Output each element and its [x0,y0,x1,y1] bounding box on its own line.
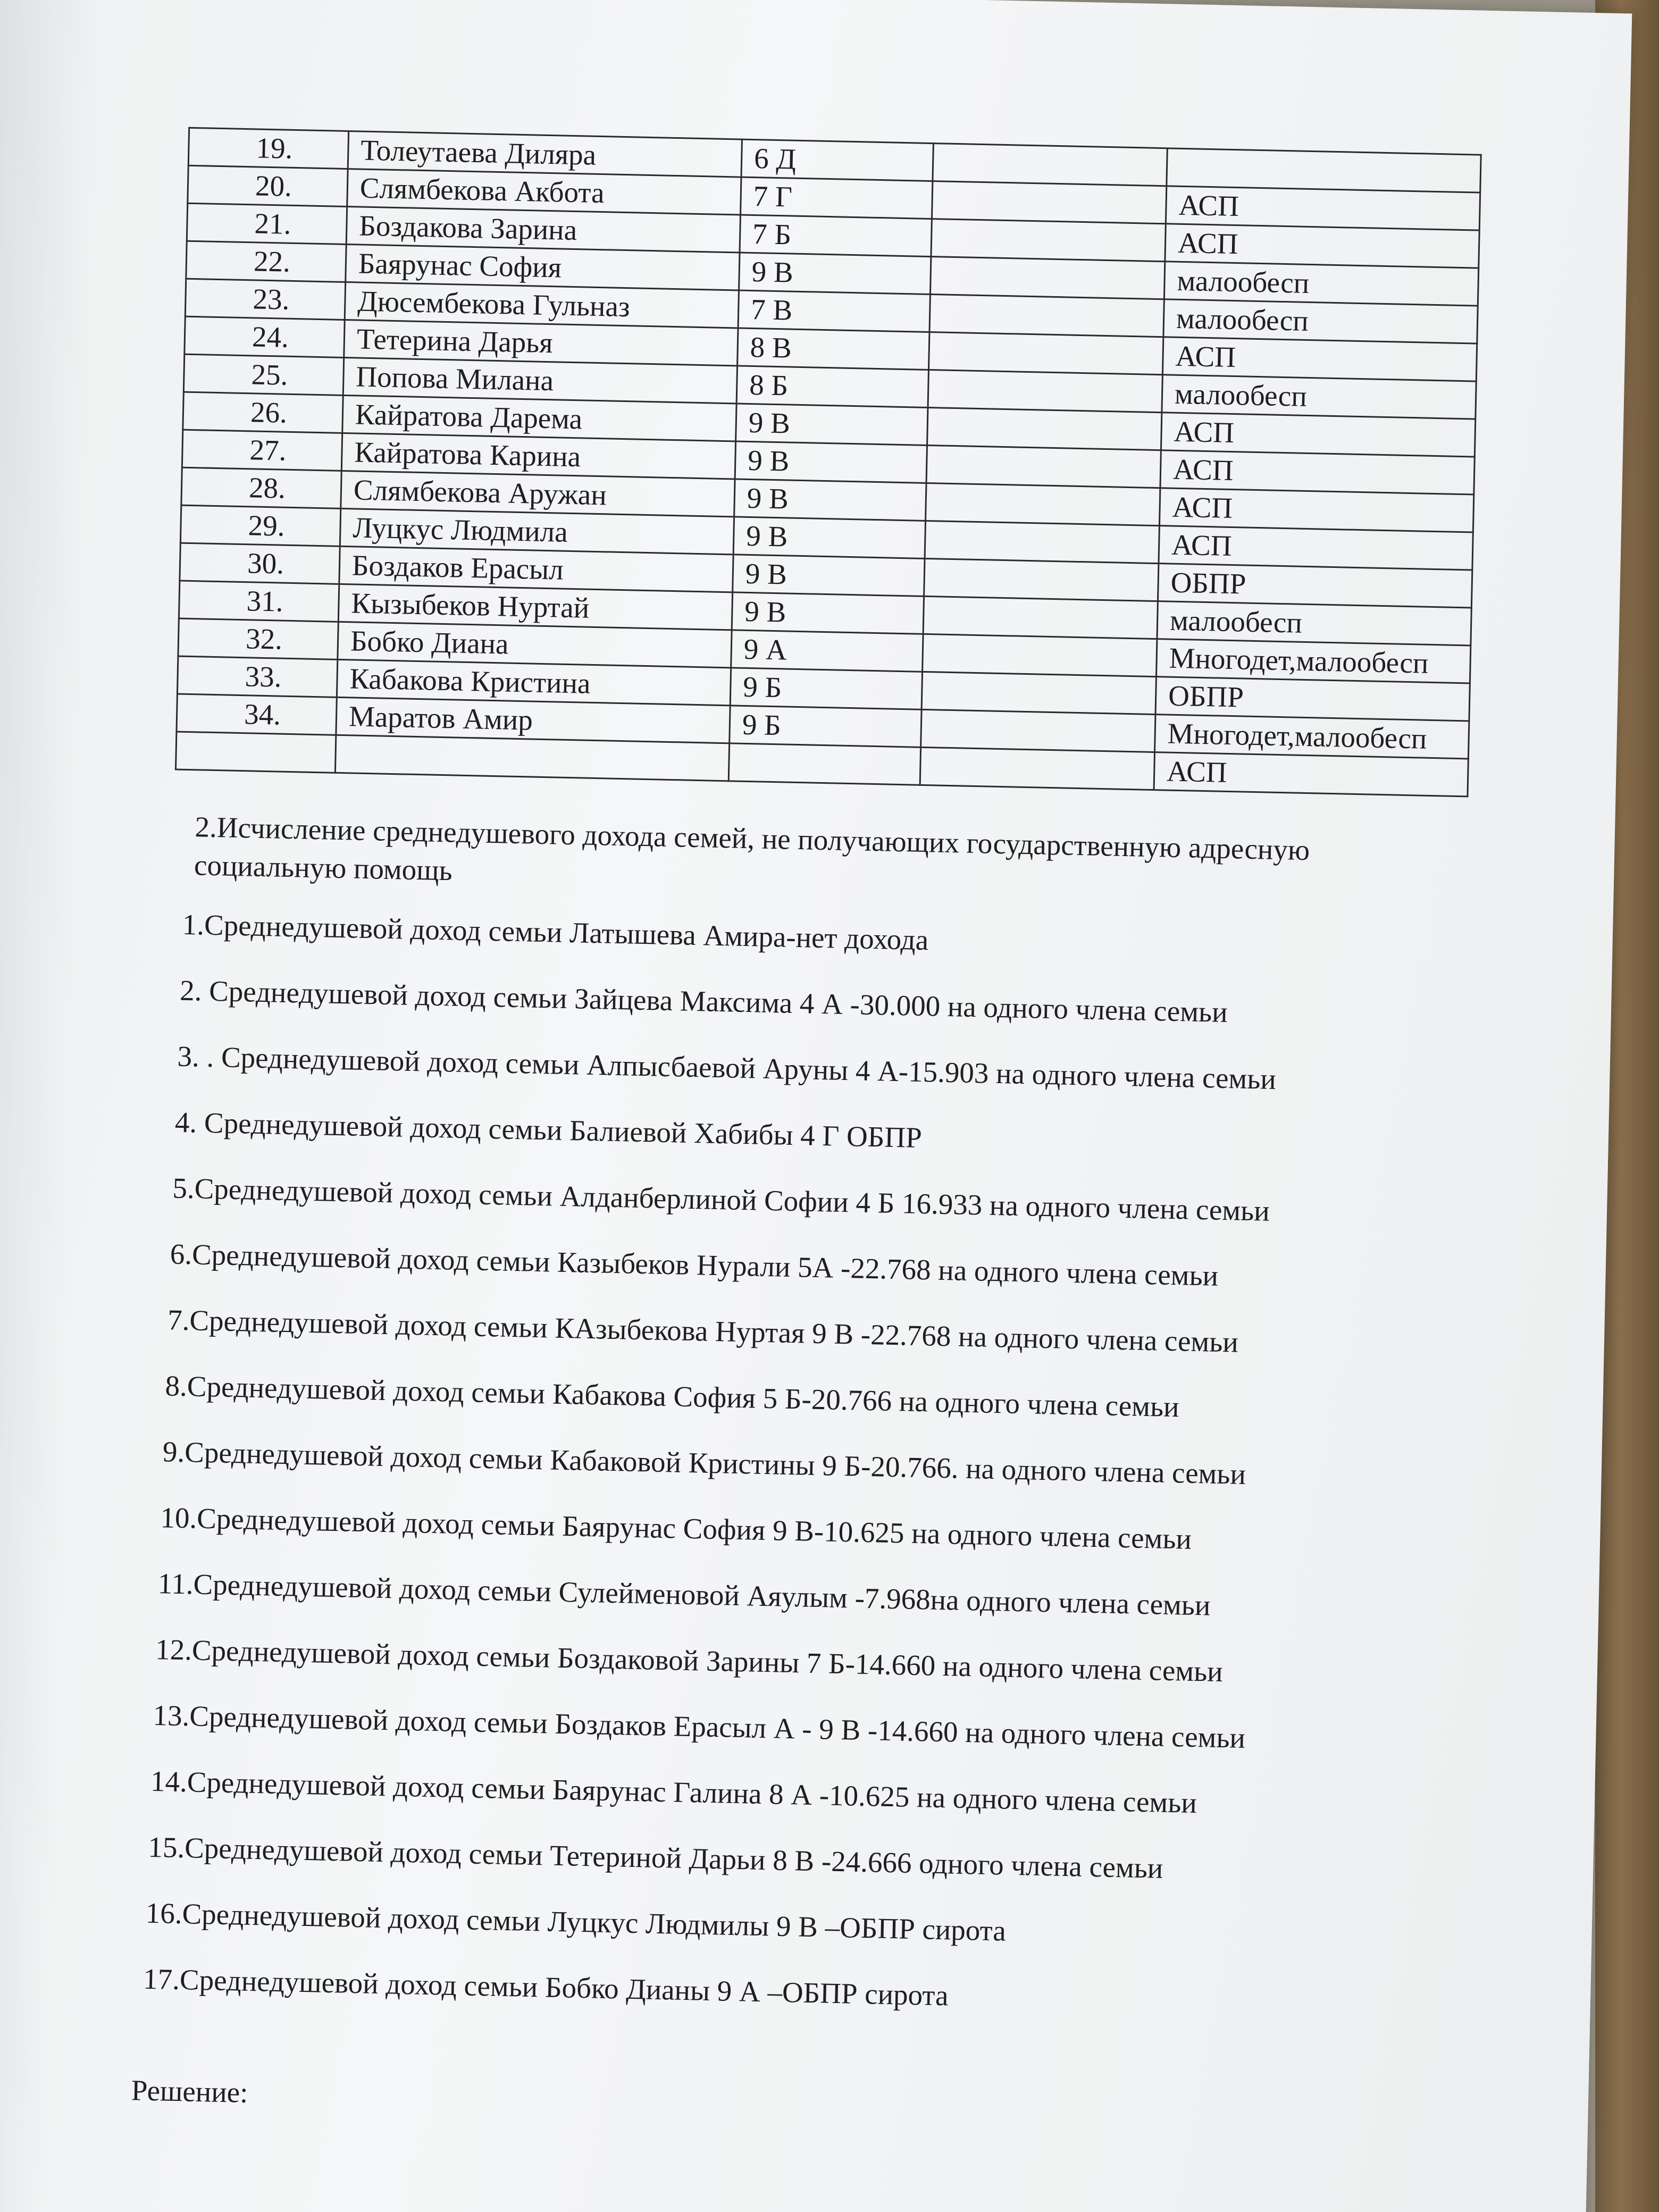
section-title: 2.Исчисление среднедушевого дохода семей, не получающих государственную адресную социальную помощь [194,810,1310,887]
student-status: малообесп [1163,299,1478,343]
student-class: 7 Г [741,177,933,219]
row-number: 32. [178,618,338,659]
student-name: Дюсембекова Гульназ [345,282,739,328]
extra-cell [925,521,1159,563]
extra-cell [932,181,1166,224]
row-number: 33. [177,656,337,697]
list-item: 1.Среднедушевой доход семьи Латышева Амира-нет дохода [182,908,929,957]
list-item: 8.Среднедушевой доход семьи Кабакова София 5 Б-20.766 на одного члена семьи [165,1369,1180,1423]
extra-cell [931,219,1166,262]
student-name [335,735,729,781]
student-status: ОБПР [1158,564,1472,608]
extra-cell [928,370,1162,412]
student-status: малообесп [1157,601,1471,646]
extra-cell [929,295,1164,337]
extra-cell [928,332,1163,375]
student-name: Баярунас София [346,245,740,290]
decision-label: Решение: [131,2074,249,2109]
student-class: 9 Б [730,706,921,748]
row-number: 20. [188,165,348,206]
student-name: Луцкус Людмила [340,508,734,554]
row-number: 25. [183,354,343,395]
student-name: Кайратова Карина [341,433,735,479]
row-number: 31. [179,581,339,622]
list-item: 17.Среднедушевой доход семьи Бобко Дианы 9 А –ОБПР сирота [143,1962,949,2012]
row-number: 28. [181,467,341,508]
row-number [175,732,336,773]
student-class: 7 В [738,290,930,332]
student-status: АСП [1166,186,1480,230]
extra-cell [923,596,1158,639]
list-item: 13.Среднедушевой доход семьи Боздаков Ерасыл А - 9 В -14.660 на одного члена семьи [153,1699,1246,1755]
student-class: 9 А [731,630,923,672]
student-class: 9 В [732,592,924,634]
row-number: 19. [188,128,348,169]
student-status: АСП [1162,337,1477,381]
student-name: Маратов Амир [336,697,730,743]
student-class [728,743,920,785]
student-class: 7 Б [740,215,932,257]
extra-cell [921,709,1155,752]
students-table [175,127,1482,798]
list-item: 11.Среднедушевой доход семьи Сулейменовой Аяулым -7.968на одного члена семьи [157,1567,1211,1622]
extra-cell [921,672,1156,714]
student-status: АСП [1159,488,1473,532]
student-class: 9 В [733,555,925,597]
student-name: Бобко Диана [338,622,732,667]
extra-cell [924,558,1159,601]
row-number: 22. [186,241,346,282]
student-name: Кызыбеков Нуртай [338,584,732,630]
student-class: 9 В [739,253,931,295]
extra-cell [926,483,1160,525]
student-class: 9 В [736,404,928,446]
student-status: АСП [1161,413,1475,457]
student-status: Многодет,малообесп [1155,715,1469,759]
student-class: 8 В [738,328,929,370]
row-number: 26. [183,392,343,433]
extra-cell [930,257,1164,299]
student-class: 9 В [735,441,927,483]
student-status: ОБПР [1155,677,1470,721]
students-table-body [175,128,1481,797]
list-item: 10.Среднедушевой доход семьи Баярунас София 9 В-10.625 на одного члена семьи [160,1501,1192,1555]
student-class: 9 В [734,479,926,521]
page-shadow [0,0,96,2212]
extra-cell [933,144,1167,186]
student-name: Боздакова Зарина [346,207,740,253]
student-name: Слямбекова Акбота [347,169,741,215]
student-status: АСП [1160,450,1474,495]
income-list [143,905,1448,2052]
row-number: 30. [180,543,340,584]
list-item: 4. Среднедушевой доход семьи Балиевой Хабибы 4 Г ОБПР [174,1105,923,1154]
list-item: 5.Среднедушевой доход семьи Алданберлиной Софии 4 Б 16.933 на одного члена семьи [172,1171,1270,1227]
student-class: 8 Б [736,366,928,408]
list-item: 3. . Среднедушевой доход семьи Алпысбаевой Аруны 4 А-15.903 на одного члена семьи [177,1040,1277,1095]
list-item: 7.Среднедушевой доход семьи КАзыбекова Нуртая 9 В -22.768 на одного члена семьи [167,1303,1239,1359]
row-number: 34. [177,694,337,735]
student-class: 9 Б [730,668,922,710]
row-number: 29. [180,505,340,546]
document-content [131,127,1464,2134]
student-status: Многодет,малообесп [1157,639,1471,683]
row-number: 23. [185,279,345,320]
row-number: 24. [185,316,345,357]
row-number: 27. [182,430,342,471]
student-name: Кайратова Дарема [342,395,736,441]
list-item: 12.Среднедушевой доход семьи Боздаковой Зарины 7 Б-14.660 на одного члена семьи [155,1633,1224,1688]
student-status: малообесп [1162,375,1476,419]
list-item: 6.Среднедушевой доход семьи Казыбеков Нурали 5А -22.768 на одного члена семьи [170,1237,1219,1292]
student-status: АСП [1154,752,1468,797]
list-item: 15.Среднедушевой доход семьи Тетериной Дарьи 8 В -24.666 одного члена семьи [147,1830,1164,1884]
list-item: 2. Среднедушевой доход семьи Зайцева Максима 4 А -30.000 на одного члена семьи [179,974,1228,1029]
student-status [1167,148,1481,192]
student-class: 6 Д [741,139,933,181]
row-number: 21. [187,203,347,244]
student-name: Боздаков Ерасыл [339,546,733,592]
student-name: Кабакова Кристина [337,659,731,705]
student-status: АСП [1165,224,1479,268]
extra-cell [920,747,1154,790]
student-class: 9 В [733,517,925,559]
extra-cell [927,407,1162,450]
list-item: 9.Среднедушевой доход семьи Кабаковой Кристины 9 Б-20.766. на одного члена семьи [162,1435,1246,1490]
student-name: Слямбекова Аружан [341,471,735,516]
student-status: АСП [1159,526,1473,570]
student-name: Попова Милана [343,357,737,403]
student-name: Толеутаева Диляра [348,131,742,177]
extra-cell [926,445,1161,488]
list-item: 16.Среднедушевой доход семьи Луцкус Людмилы 9 В –ОБПР сирота [145,1896,1007,1947]
student-status: малообесп [1164,262,1478,306]
student-name: Тетерина Дарья [344,320,738,365]
list-item: 14.Среднедушевой доход семьи Баярунас Галина 8 А -10.625 на одного члена семьи [150,1764,1197,1820]
extra-cell [923,634,1157,676]
